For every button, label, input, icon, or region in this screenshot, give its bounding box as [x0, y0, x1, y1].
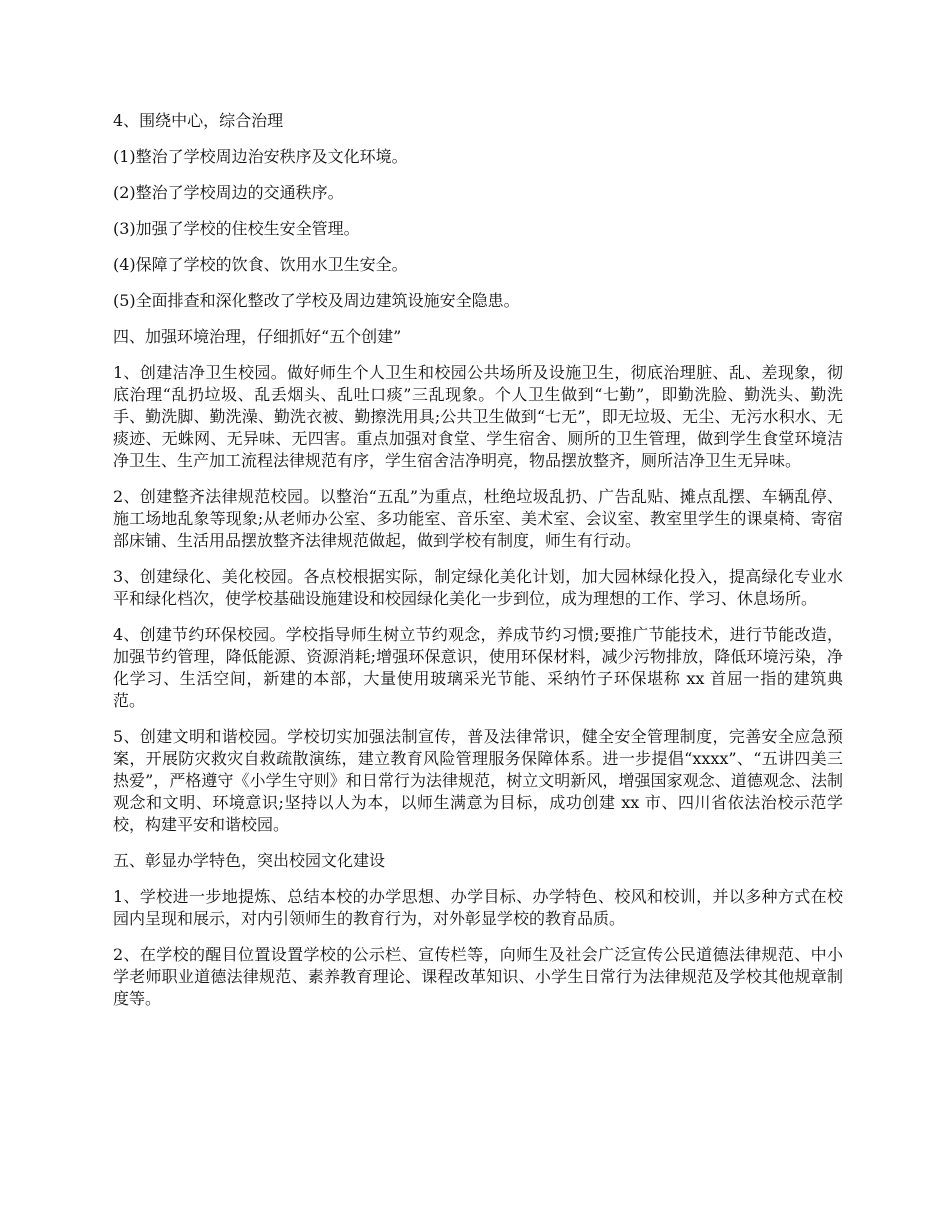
- paragraph-green-campus: 3、创建绿化、美化校园。各点校根据实际，制定绿化美化计划，加大园林绿化投入，提高绿化专业水平和绿化档次，使学校基础设施建设和校园绿化美化一步到位，成为理想的工作、学习、休息场所。: [113, 567, 843, 608]
- section-heading-environment: 四、加强环境治理，仔细抓好“五个创建”: [113, 327, 402, 346]
- list-item-security-order: (1)整治了学校周边治安秩序及文化环境。: [113, 147, 408, 166]
- section-heading-school-culture: 五、彰显办学特色，突出校园文化建设: [113, 851, 386, 870]
- list-item-boarding-safety: (3)加强了学校的住校生安全管理。: [113, 219, 360, 238]
- heading-comprehensive-governance: 4、围绕中心，综合治理: [113, 111, 284, 130]
- document-page: [113, 110, 843, 1024]
- list-item-traffic-order: (2)整治了学校周边的交通秩序。: [113, 183, 344, 202]
- paragraph-clean-campus: 1、创建洁净卫生校园。做好师生个人卫生和校园公共场所及设施卫生，彻底治理脏、乱、差现象，彻底治理“乱扔垃圾、乱丢烟头、乱吐口痰”三乱现象。个人卫生做到“七勤”，即勤洗脸、勤洗头、勤洗手、勤洗脚、勤洗澡、勤洗衣被、勤擦洗用具;公共卫生做到“七无”，即无垃圾、无尘、无污水积水、无痰迹、无蛛网、无异味、无四害。重点加强对食堂、学生宿舍、厕所的卫生管理，做到学生食堂环境洁净卫生、生产加工流程法律规范有序，学生宿舍洁净明亮，物品摆放整齐，厕所洁净卫生无异味。: [113, 363, 843, 470]
- paragraph-harmonious-campus: 5、创建文明和谐校园。学校切实加强法制宣传，普及法律常识，健全安全管理制度，完善安全应急预案，开展防灾救灾自救疏散演练，建立教育风险管理服务保障体系。进一步提倡“xxxx”、“五讲四美三热爱”，严格遵守《小学生守则》和日常行为法律规范，树立文明新风，增强国家观念、道德观念、法制观念和文明、环境意识;坚持以人为本，以师生满意为目标，成功创建 xx 市、四川省依法治校示范学校，构建平安和谐校园。: [113, 727, 843, 834]
- paragraph-bulletin-boards: 2、在学校的醒目位置设置学校的公示栏、宣传栏等，向师生及社会广泛宣传公民道德法律规范、中小学老师职业道德法律规范、素养教育理论、课程改革知识、小学生日常行为法律规范及学校其他规章制度等。: [113, 945, 843, 1008]
- list-item-building-hazards: (5)全面排查和深化整改了学校及周边建筑设施安全隐患。: [113, 291, 520, 310]
- paragraph-school-philosophy: 1、学校进一步地提炼、总结本校的办学思想、办学目标、办学特色、校风和校训，并以多种方式在校园内呈现和展示，对内引领师生的教育行为，对外彰显学校的教育品质。: [113, 887, 843, 928]
- list-item-food-water-safety: (4)保障了学校的饮食、饮用水卫生安全。: [113, 255, 408, 274]
- paragraph-eco-campus: 4、创建节约环保校园。学校指导师生树立节约观念，养成节约习惯;要推广节能技术，进行节能改造，加强节约管理，降低能源、资源消耗;增强环保意识，使用环保材料，减少污物排放，降低环境污染，净化学习、生活空间，新建的本部，大量使用玻璃采光节能、采纳竹子环保堪称 xx 首屈一指的建筑典范。: [113, 625, 843, 710]
- paragraph-orderly-campus: 2、创建整齐法律规范校园。以整治“五乱”为重点，杜绝垃圾乱扔、广告乱贴、摊点乱摆、车辆乱停、施工场地乱象等现象;从老师办公室、多功能室、音乐室、美术室、会议室、教室里学生的课桌椅、寄宿部床铺、生活用品摆放整齐法律规范做起，做到学校有制度，师生有行动。: [113, 487, 843, 550]
